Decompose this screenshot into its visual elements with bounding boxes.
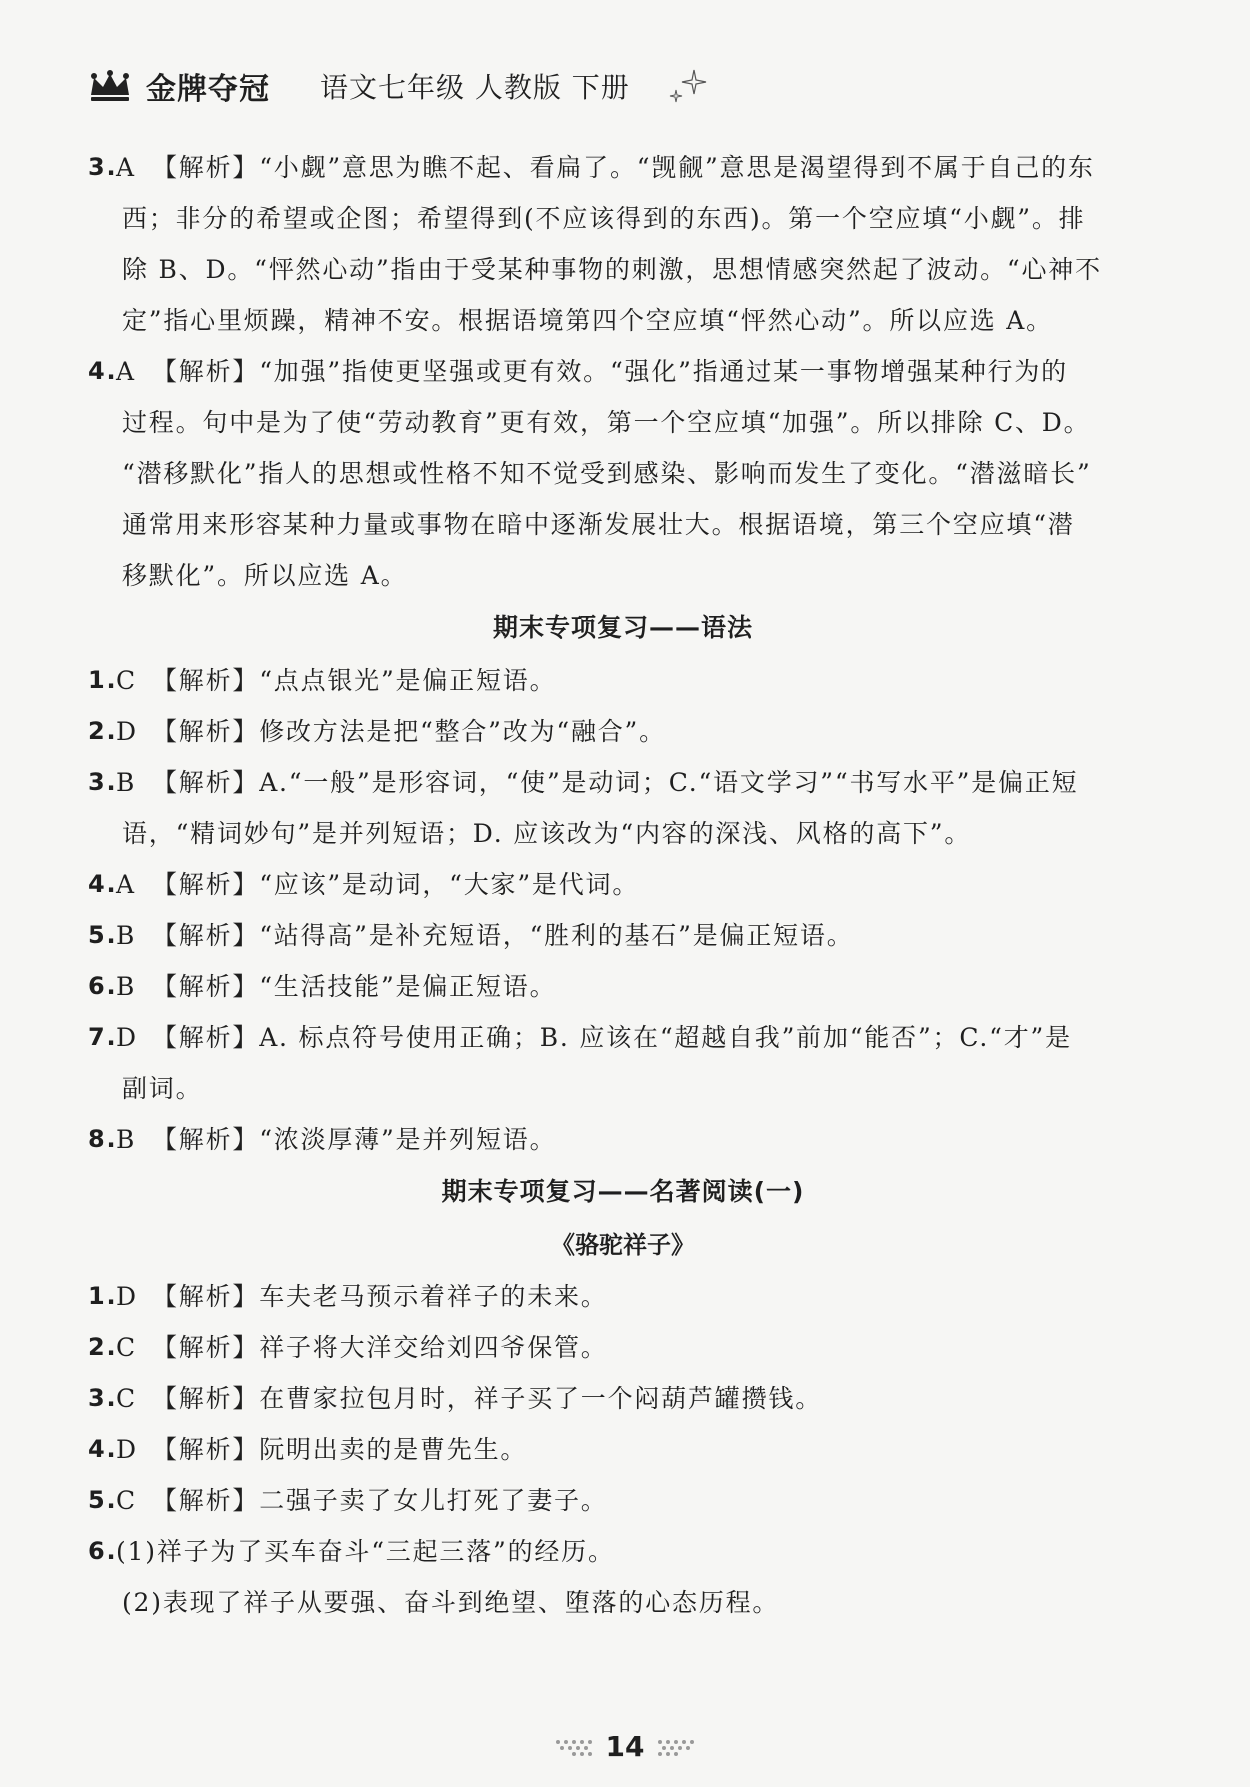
explanation-text: 【解析】祥子将大洋交给刘四爷保管。: [152, 1333, 608, 1362]
answer-choice: A: [116, 357, 136, 386]
explanation-text: 【解析】“浓淡厚薄”是并列短语。: [152, 1125, 557, 1154]
answer-line: [88, 346, 1158, 397]
answer-choice: C: [116, 1384, 137, 1413]
answer-choice: A: [116, 870, 136, 899]
question-number: 6.: [88, 972, 118, 1000]
answer-line: 语，“精词妙句”是并列短语；D. 应该改为“内容的深浅、风格的高下”。: [122, 819, 972, 848]
book-title: 《骆驼祥子》: [551, 1231, 695, 1259]
explanation-text: 【解析】“点点银光”是偏正短语。: [152, 666, 557, 695]
answer-line: [88, 1373, 1158, 1424]
grammar-answers: [88, 655, 1158, 1165]
answer-line: 除 B、D。“怦然心动”指由于受某种事物的刺激，思想情感突然起了波动。“心神不: [122, 255, 1102, 284]
explanation-text: 【解析】二强子卖了女儿打死了妻子。: [152, 1486, 608, 1515]
question-number: 8.: [88, 1125, 118, 1153]
answer-line: 定”指心里烦躁，精神不安。根据语境第四个空应填“怦然心动”。所以应选 A。: [122, 306, 1053, 335]
answer-line: [88, 706, 1158, 757]
answer-line: 通常用来形容某种力量或事物在暗中逐渐发展壮大。根据语境，第三个空应填“潜: [122, 510, 1075, 539]
answer-choice: B: [116, 768, 137, 797]
question-number: 3.: [88, 768, 118, 796]
question-number: 3.: [88, 153, 118, 181]
answer-content: [88, 142, 1158, 1628]
dots-right-icon: [656, 1737, 698, 1757]
question-number: 4.: [88, 870, 118, 898]
answer-line: [88, 961, 1158, 1012]
question-number: 4.: [88, 1435, 118, 1463]
question-number: 7.: [88, 1023, 118, 1051]
answer-line: [88, 757, 1158, 808]
answer-line: [88, 1526, 1158, 1577]
question-number: 5.: [88, 1486, 118, 1514]
brand-title: 金牌夺冠: [146, 72, 270, 107]
question-number: 1.: [88, 666, 118, 694]
sparkle-icon: [666, 64, 710, 108]
answer-line: [88, 1424, 1158, 1475]
explanation-text: 【解析】“应该”是动词，“大家”是代词。: [152, 870, 640, 899]
answer-line: [88, 655, 1158, 706]
book-subject: 语文七年级 人教版 下册: [320, 71, 630, 104]
answer-line: “潜移默化”指人的思想或性格不知不觉受到感染、影响而发生了变化。“潜滋暗长”: [122, 459, 1092, 488]
answer-line: 西；非分的希望或企图；希望得到(不应该得到的东西)。第一个空应填“小觑”。排: [122, 204, 1086, 233]
explanation-text: 【解析】“站得高”是补充短语，“胜利的基石”是偏正短语。: [152, 921, 854, 950]
answer-line: 移默化”。所以应选 A。: [122, 561, 408, 590]
explanation-text: 【解析】车夫老马预示着祥子的未来。: [152, 1282, 608, 1311]
explanation-text: 【解析】“加强”指使更坚强或更有效。“强化”指通过某一事物增强某种行为的: [152, 357, 1068, 386]
answer-choice: C: [116, 666, 137, 695]
page-header: [88, 62, 710, 110]
answer-line: [88, 1322, 1158, 1373]
answer-choice: D: [116, 1023, 138, 1052]
answer-choice: C: [116, 1486, 137, 1515]
answer-choice: B: [116, 972, 137, 1001]
answer-line: [88, 859, 1158, 910]
explanation-text: 【解析】修改方法是把“整合”改为“融合”。: [152, 717, 666, 746]
page-footer: [0, 1730, 1250, 1763]
answer-choice: D: [116, 1435, 138, 1464]
explanation-text: 【解析】A. 标点符号使用正确；B. 应该在“超越自我”前加“能否”；C.“才”是: [152, 1023, 1072, 1052]
answer-line: [88, 1271, 1158, 1322]
answer-line: [88, 142, 1158, 193]
answer-choice: D: [116, 717, 138, 746]
section-title-reading: 期末专项复习——名著阅读(一): [441, 1177, 805, 1206]
answer-line: (2)表现了祥子从要强、奋斗到绝望、堕落的心态历程。: [122, 1588, 780, 1617]
question-number: 5.: [88, 921, 118, 949]
answer-line: [88, 1012, 1158, 1063]
answer-choice: B: [116, 1125, 137, 1154]
question-number: 1.: [88, 1282, 118, 1310]
answer-choice: A: [116, 153, 136, 182]
page-number: 14: [605, 1730, 645, 1763]
explanation-text: 【解析】在曹家拉包月时，祥子买了一个闷葫芦罐攒钱。: [152, 1384, 823, 1413]
vocab-answers: [88, 142, 1158, 601]
explanation-text: 【解析】阮明出卖的是曹先生。: [152, 1435, 528, 1464]
answer-line: [88, 910, 1158, 961]
section-title-grammar: 期末专项复习——语法: [492, 613, 753, 642]
question-number: 2.: [88, 1333, 118, 1361]
explanation-text: 【解析】“生活技能”是偏正短语。: [152, 972, 557, 1001]
answer-line: 过程。句中是为了使“劳动教育”更有效，第一个空应填“加强”。所以排除 C、D。: [122, 408, 1091, 437]
answer-line: [88, 1114, 1158, 1165]
explanation-text: (1)祥子为了买车奋斗“三起三落”的经历。: [116, 1537, 615, 1566]
answer-choice: C: [116, 1333, 137, 1362]
explanation-text: 【解析】“小觑”意思为瞧不起、看扁了。“觊觎”意思是渴望得到不属于自己的东: [152, 153, 1095, 182]
question-number: 3.: [88, 1384, 118, 1412]
question-number: 6.: [88, 1537, 118, 1565]
answer-choice: D: [116, 1282, 138, 1311]
answer-choice: B: [116, 921, 137, 950]
explanation-text: 【解析】A.“一般”是形容词，“使”是动词；C.“语文学习”“书写水平”是偏正短: [152, 768, 1079, 797]
reading-answers: [88, 1271, 1158, 1628]
question-number: 4.: [88, 357, 118, 385]
answer-line: [88, 1475, 1158, 1526]
question-number: 2.: [88, 717, 118, 745]
crown-icon: [88, 69, 132, 103]
answer-line: 副词。: [122, 1074, 203, 1103]
dots-left-icon: [552, 1737, 594, 1757]
